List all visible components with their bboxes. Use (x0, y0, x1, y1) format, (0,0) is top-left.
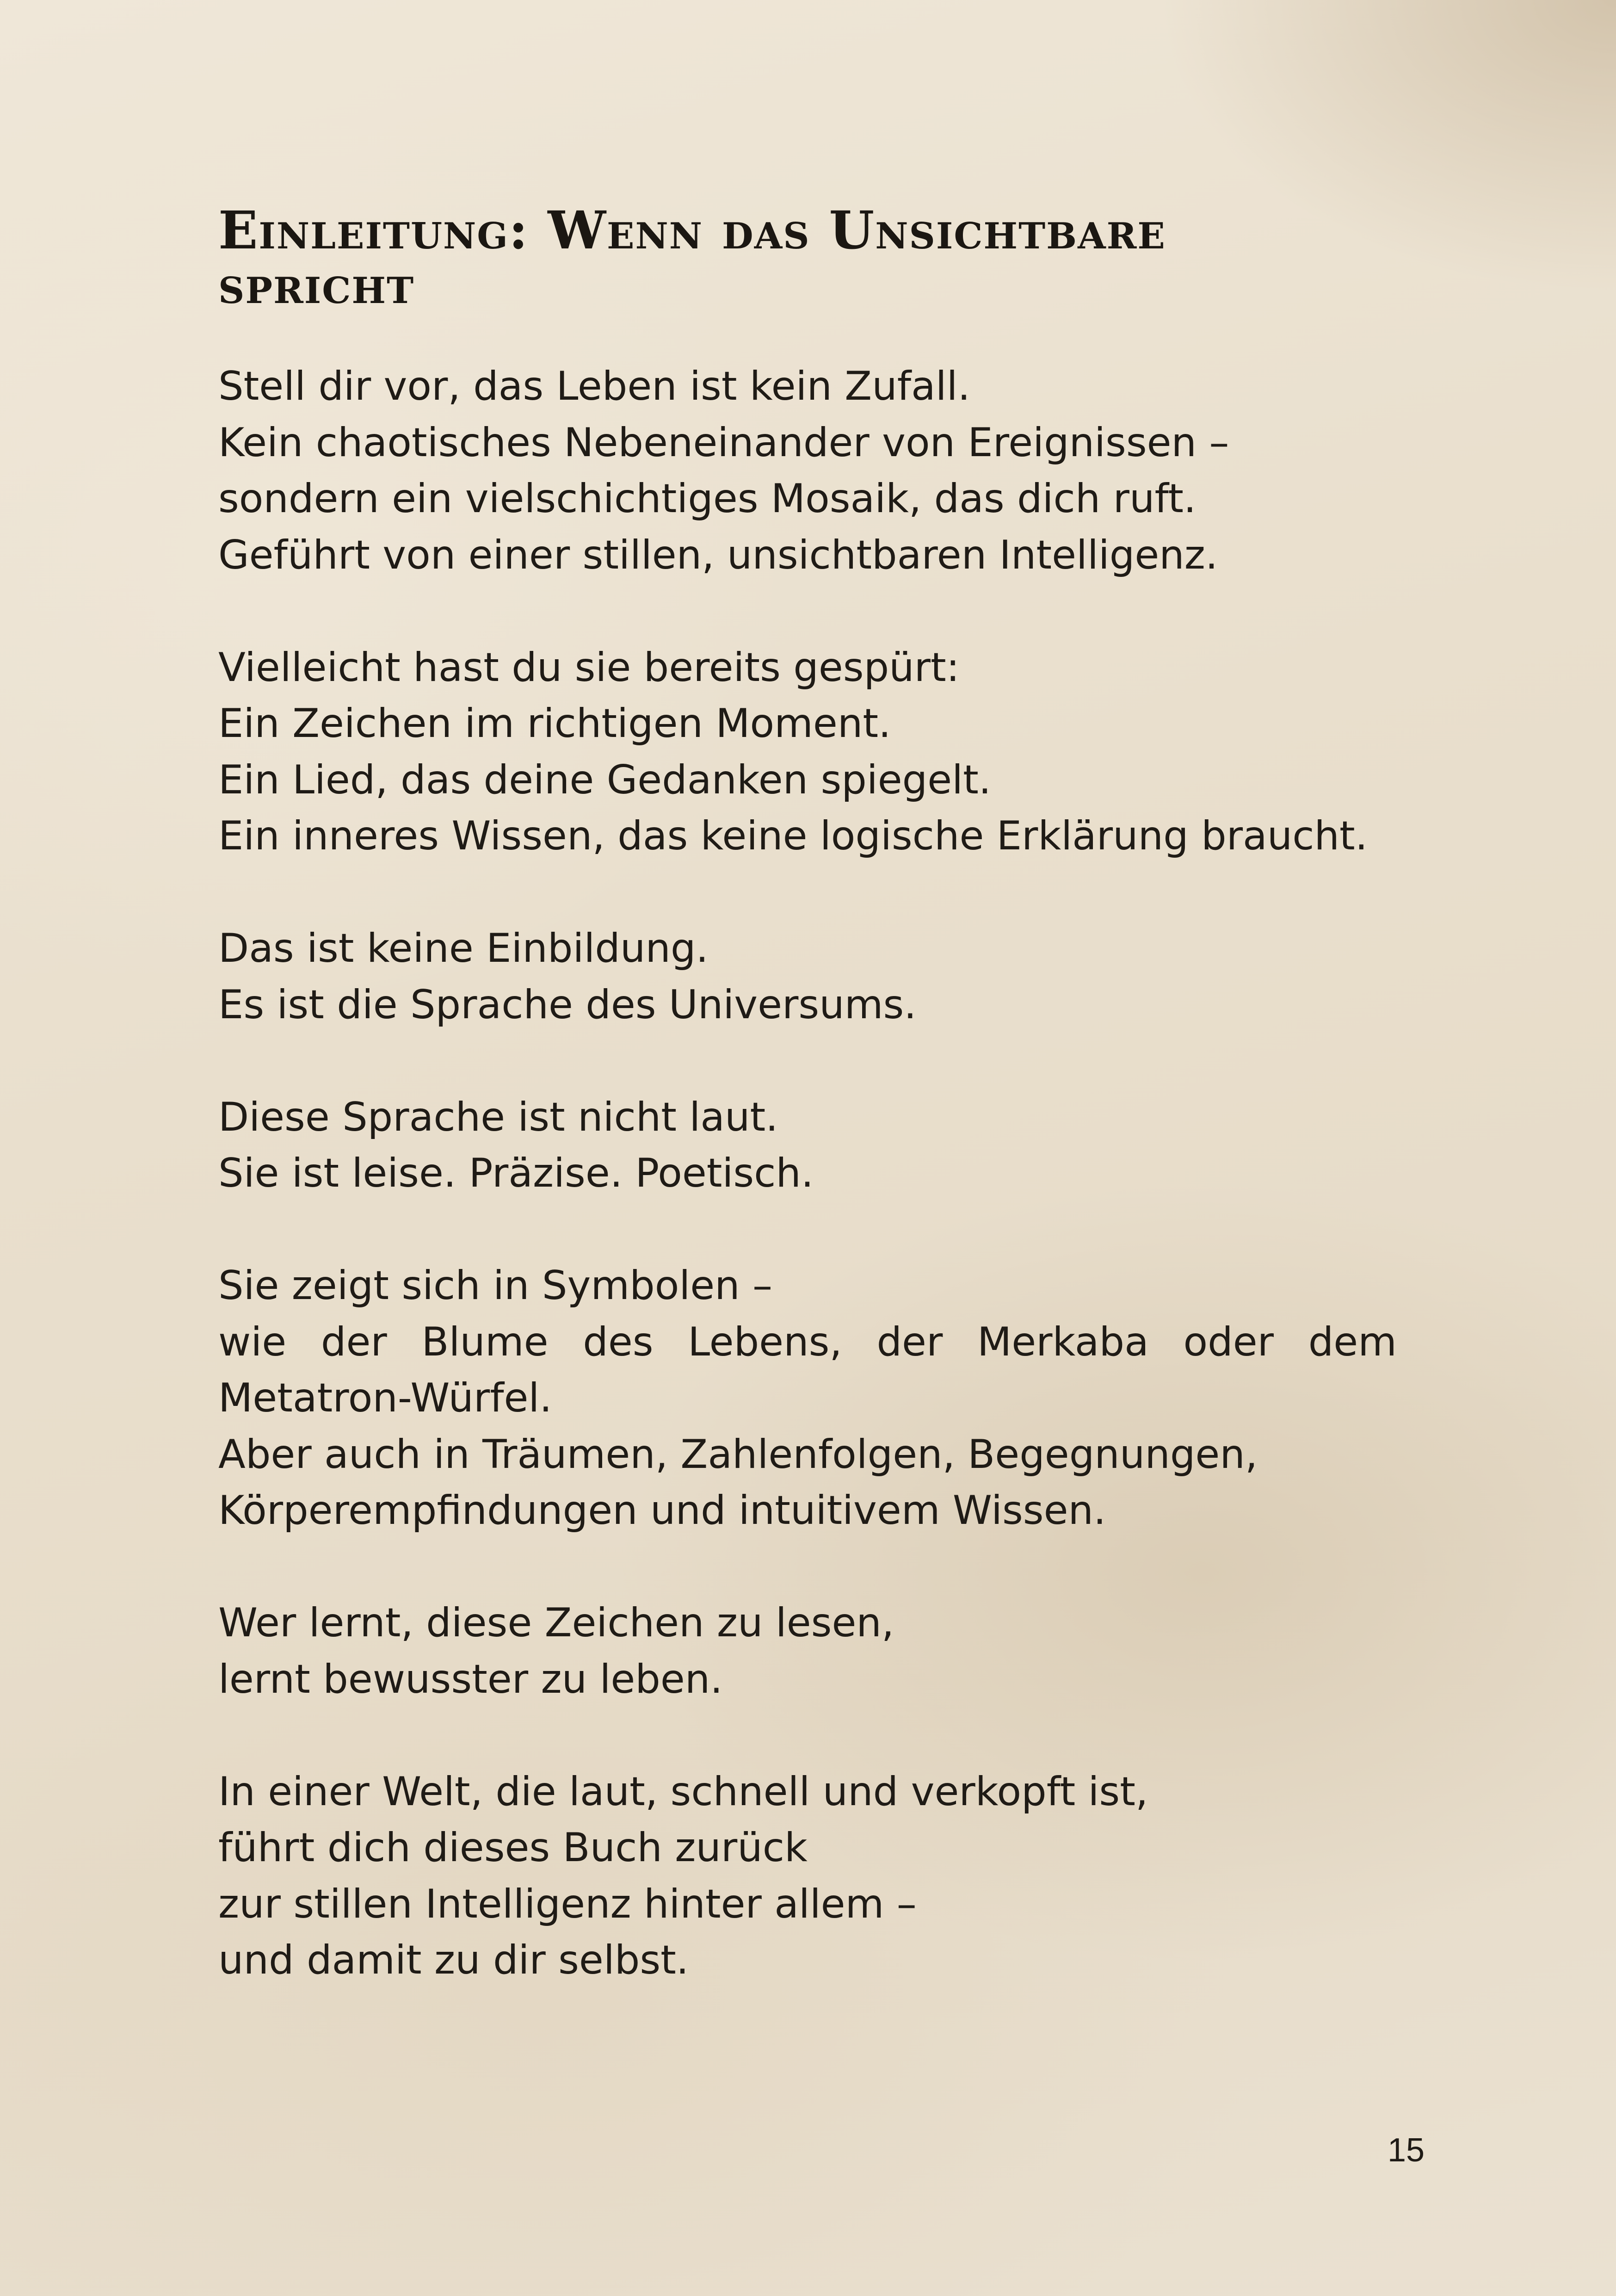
body-text (218, 359, 1397, 2045)
page-number: 15 (1387, 2132, 1425, 2169)
paragraph-2 (218, 640, 1397, 865)
text-line: Körperempfindungen und intuitivem Wissen. (218, 1487, 1106, 1534)
paragraph-4 (218, 1089, 1397, 1202)
text-line: Metatron-Würfel. (218, 1375, 552, 1421)
text-line: Ein Zeichen im richtigen Moment. (218, 700, 891, 747)
text-line: Sie ist leise. Präzise. Poetisch. (218, 1150, 814, 1196)
text-line: In einer Welt, die laut, schnell und verkopft ist, (218, 1768, 1148, 1815)
chapter-heading-line-1: Einleitung: Wenn das Unsichtbare (218, 200, 1166, 261)
paragraph-5 (218, 1258, 1397, 1539)
text-line: Aber auch in Träumen, Zahlenfolgen, Begegnungen, (218, 1431, 1258, 1478)
text-line: sondern ein vielschichtiges Mosaik, das dich ruft. (218, 476, 1197, 522)
text-line: und damit zu dir selbst. (218, 1937, 689, 1983)
paragraph-1 (218, 359, 1397, 583)
chapter-heading-line-2: spricht (218, 255, 415, 316)
paragraph-7 (218, 1764, 1397, 1989)
text-line: führt dich dieses Buch zurück (218, 1825, 808, 1871)
text-line: Kein chaotisches Nebeneinander von Ereignissen – (218, 419, 1229, 466)
text-line: Sie zeigt sich in Symbolen – (218, 1262, 772, 1309)
text-line: Es ist die Sprache des Universums. (218, 981, 917, 1028)
text-line: Geführt von einer stillen, unsichtbaren Intelligenz. (218, 532, 1218, 578)
text-line: lernt bewusster zu leben. (218, 1656, 723, 1702)
chapter-heading (218, 200, 1397, 316)
paragraph-6 (218, 1595, 1397, 1708)
text-line: Stell dir vor, das Leben ist kein Zufall. (218, 363, 970, 409)
paragraph-3 (218, 921, 1397, 1033)
text-line: Wer lernt, diese Zeichen zu lesen, (218, 1600, 894, 1646)
text-line: Diese Sprache ist nicht laut. (218, 1094, 778, 1140)
text-line: Vielleicht hast du sie bereits gespürt: (218, 644, 960, 691)
text-line: wie der Blume des Lebens, der Merkaba oder dem (218, 1318, 1397, 1365)
text-line: Ein Lied, das deine Gedanken spiegelt. (218, 756, 992, 803)
text-line: zur stillen Intelligenz hinter allem – (218, 1881, 917, 1927)
text-line: Ein inneres Wissen, das keine logische Erklärung braucht. (218, 813, 1368, 859)
text-line: Das ist keine Einbildung. (218, 925, 709, 972)
